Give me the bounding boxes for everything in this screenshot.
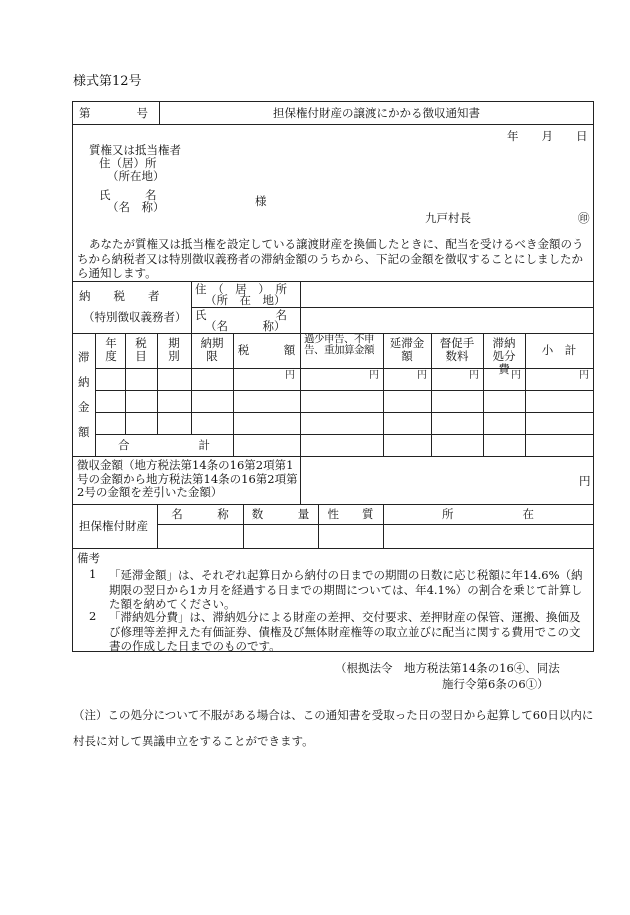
rule <box>300 456 301 504</box>
yen-unit: 円 <box>511 370 521 381</box>
footnote: （注）この処分について不服がある場合は、この通知書を受取った日の翌日から起算して60日以内に村長に対して異議申立をすることができます。 <box>73 708 594 748</box>
col-subtotal: 小 計 <box>541 343 577 357</box>
yen-unit: 円 <box>469 370 479 381</box>
address-sub-label: （所在地） <box>107 169 165 183</box>
col-tax-amount: 税 額 <box>237 343 296 357</box>
col-penalty: 過少申告、不申告、重加算金額 <box>304 333 374 356</box>
remark-1-number: 1 <box>89 567 97 581</box>
yen-unit: 円 <box>369 370 379 381</box>
rule <box>73 281 593 282</box>
col-property-name: 名 称 <box>171 507 229 521</box>
rule <box>483 333 484 456</box>
special-collector-label: （特別徴収義務者） <box>83 310 187 324</box>
name-sub-label: （名 称） <box>107 200 165 214</box>
notice-form <box>72 101 594 652</box>
address-label: 住（居）所 <box>99 156 157 170</box>
name-label: 氏 名 <box>99 188 157 202</box>
issuer-name: 九戸村長 <box>425 211 471 225</box>
rule <box>431 333 432 456</box>
yen-unit: 円 <box>417 370 427 381</box>
remark-2-number: 2 <box>89 609 97 623</box>
remarks-label: 備考 <box>77 551 100 565</box>
rule <box>73 124 593 125</box>
rule <box>157 524 593 525</box>
rule <box>191 333 192 434</box>
col-tax-item: 税目 <box>135 336 147 363</box>
honorific: 様 <box>255 194 267 208</box>
arrears-side-label-4: 額 <box>78 425 90 439</box>
yen-unit: 円 <box>579 370 589 381</box>
col-property-nature: 性 質 <box>327 507 374 521</box>
rule <box>95 434 593 435</box>
col-cost: 滞納処分費 <box>492 336 516 376</box>
rule <box>95 390 593 391</box>
arrears-side-label-3: 金 <box>78 400 90 414</box>
col-deadline: 納期限 <box>200 336 224 363</box>
rule <box>157 333 158 434</box>
taxpayer-label: 納 税 者 <box>79 289 160 303</box>
col-year: 年度 <box>105 336 117 363</box>
rule <box>383 333 384 456</box>
legal-basis-line-2: 施行令第6条の6①） <box>442 677 549 691</box>
issue-date-label: 年 月 日 <box>507 129 588 143</box>
taxpayer-name-label: 氏 名 <box>195 308 287 322</box>
document-title: 担保権付財産の譲渡にかかる徴収通知書 <box>273 106 480 120</box>
collection-amount-label: 徴収金額（地方税法第14条の16第2項第1号の金額から地方税法第14条の16第2項第2号の金額を差引いた金額） <box>77 458 298 499</box>
rule <box>125 333 126 434</box>
col-property-location: 所 在 <box>442 507 534 521</box>
legal-basis-line-1: （根拠法令 地方税法第14条の16④、同法 <box>335 661 560 675</box>
addressee-title: 質権又は抵当権者 <box>89 143 181 157</box>
rule <box>95 333 96 456</box>
form-number: 様式第12号 <box>73 74 142 89</box>
collection-yen-unit: 円 <box>579 474 591 488</box>
arrears-side-label-2: 納 <box>78 375 90 389</box>
property-label: 担保権付財産 <box>79 519 148 533</box>
rule <box>95 412 593 413</box>
col-period: 期別 <box>168 336 180 363</box>
remark-1-text: 「延滞金額」は、それぞれ起算日から納付の日までの期間の日数に応じ税額に年14.6%（納期限の翌日から1カ月を経過する日までの期間については、年4.1%）の割合を乗じて計算した額を納めてください。 <box>109 568 583 611</box>
taxpayer-address-sub: （所 在 地） <box>205 293 286 307</box>
col-property-quantity: 数 量 <box>251 507 310 521</box>
arrears-side-label-1: 滞 <box>78 350 90 364</box>
notice-text: あなたが質権又は抵当権を設定している譲渡財産を換価したときに、配当を受けるべき金額のうちから納税者又は特別徴収義務者の滞納金額のうちから、下記の金額を徴収することにしましたから通知します。 <box>77 237 584 280</box>
rule <box>73 456 593 457</box>
col-delay: 延滞金額 <box>389 336 425 363</box>
notice-number-label: 第 号 <box>79 106 148 120</box>
col-fee: 督促手数料 <box>439 336 475 363</box>
rule <box>300 333 301 456</box>
rule <box>73 548 593 549</box>
yen-unit: 円 <box>285 370 295 381</box>
taxpayer-name-sub: （名 称） <box>205 319 286 333</box>
total-label: 合 計 <box>118 438 210 452</box>
rule <box>73 504 593 505</box>
seal-mark: ㊞ <box>578 211 590 225</box>
remark-2-text: 「滞納処分費」は、滞納処分による財産の差押、交付要求、差押財産の保管、運搬、換価及び修理等差押えた有価証券、債権及び無体財産権等の取立並びに配当に関する費用でこの文書の作成した日までのものです。 <box>109 610 581 653</box>
taxpayer-address-label: 住 （ 居 ） 所 <box>195 282 287 296</box>
